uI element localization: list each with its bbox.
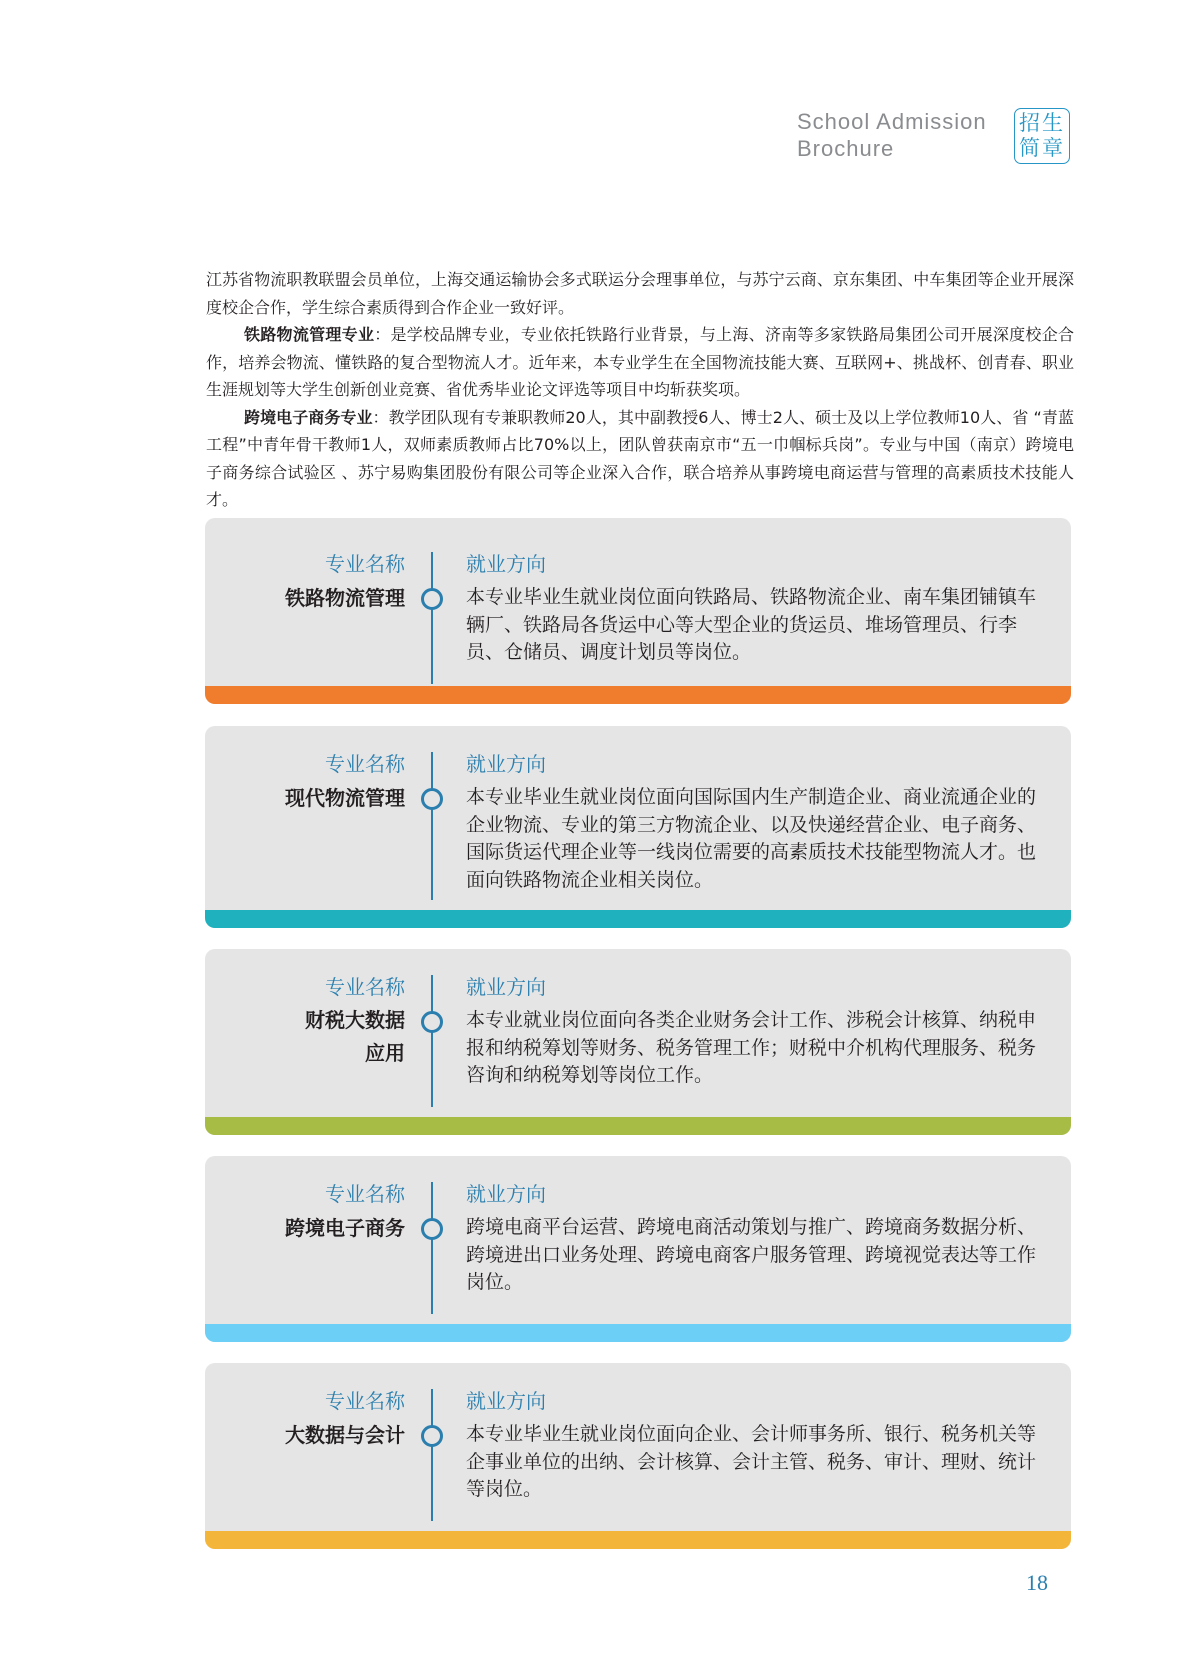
- timeline-line: [431, 552, 433, 684]
- employment-description: 本专业就业岗位面向各类企业财务会计工作、涉税会计核算、纳税申报和纳税筹划等财务、税务管理工作；财税中介机构代理服务、税务咨询和纳税筹划等岗位工作。: [466, 1009, 1037, 1086]
- timeline-dot-icon: [421, 1218, 443, 1240]
- employment-description: 跨境电商平台运营、跨境电商活动策划与推广、跨境商务数据分析、跨境进出口业务处理、跨境电商客户服务管理、跨境视觉表达等工作岗位。: [466, 1216, 1037, 1293]
- admission-seal-logo: [1014, 108, 1070, 164]
- card-color-bar: [205, 1531, 1071, 1549]
- seal-line-1: 招生: [1019, 111, 1065, 135]
- timeline-dot-icon: [421, 788, 443, 810]
- major-name-line-1: 跨境电子商务: [285, 1216, 405, 1240]
- card-color-bar: [205, 910, 1071, 928]
- major-name-line-1: 现代物流管理: [285, 786, 405, 810]
- major-card-cross-border-ecommerce: [205, 1156, 1071, 1342]
- intro-paragraph-3-title: 跨境电子商务专业: [244, 407, 373, 427]
- timeline-line: [431, 752, 433, 900]
- employment-direction-label: 就业方向: [466, 552, 546, 576]
- major-name: [285, 582, 405, 615]
- intro-text: [206, 266, 1074, 514]
- card-color-bar: [205, 686, 1071, 704]
- brand-line-1: School Admission: [797, 109, 987, 134]
- major-name: [285, 782, 405, 815]
- employment-description: 本专业毕业生就业岗位面向国际国内生产制造企业、商业流通企业的企业物流、专业的第三方物流企业、以及快递经营企业、电子商务、国际货运代理企业等一线岗位需要的高素质技术技能型物流人才。也面向铁路物流企业相关岗位。: [466, 786, 1037, 891]
- intro-paragraph-2-body: ：是学校品牌专业，专业依托铁路行业背景，与上海、济南等多家铁路局集团公司开展深度校企合作，培养会物流、懂铁路的复合型物流人才。近年来，本专业学生在全国物流技能大赛、互联网+、挑战杯、创青春、职业生涯规划等大学生创新创业竞赛、省优秀毕业论文评选等项目中均斩获奖项。: [206, 325, 1074, 399]
- card-color-bar: [205, 1117, 1071, 1135]
- major-name: [285, 1212, 405, 1245]
- timeline-line: [431, 1182, 433, 1314]
- timeline-dot-icon: [421, 588, 443, 610]
- major-card-railway-logistics: [205, 518, 1071, 704]
- intro-paragraph-2-title: 铁路物流管理专业: [244, 325, 375, 344]
- brochure-brand: [797, 108, 997, 162]
- major-name-label: 专业名称: [325, 1182, 405, 1206]
- employment-description: 本专业毕业生就业岗位面向铁路局、铁路物流企业、南车集团铺镇车辆厂、铁路局各货运中心等大型企业的货运员、堆场管理员、行李员、仓储员、调度计划员等岗位。: [466, 586, 1037, 663]
- card-color-bar: [205, 1324, 1071, 1342]
- employment-direction-label: 就业方向: [466, 1389, 546, 1413]
- major-name-line-1: 财税大数据: [305, 1008, 405, 1032]
- intro-paragraph-3: [206, 404, 1074, 514]
- intro-paragraph-3-body: ：教学团队现有专兼职教师20人，其中副教授6人、博士2人、硕士及以上学位教师10人、省 “青蓝工程”中青年骨干教师1人，双师素质教师占比70%以上，团队曾获南京市“五一巾帼标兵岗”。专业与中国（南京）跨境电子商务综合试验区 、苏宁易购集团股份有限公司等企业深入合作，联合培养从事跨境电商运营与管理的高素质技术技能人才。: [206, 407, 1074, 509]
- timeline-line: [431, 975, 433, 1107]
- major-name-line-1: 铁路物流管理: [285, 586, 405, 610]
- intro-paragraph-1: 江苏省物流职教联盟会员单位，上海交通运输协会多式联运分会理事单位，与苏宁云商、京东集团、中车集团等企业开展深度校企合作，学生综合素质得到合作企业一致好评。: [206, 270, 1074, 317]
- major-card-modern-logistics: [205, 726, 1071, 928]
- timeline-dot-icon: [421, 1011, 443, 1033]
- employment-description: 本专业毕业生就业岗位面向企业、会计师事务所、银行、税务机关等企事业单位的出纳、会计核算、会计主管、税务、审计、理财、统计等岗位。: [466, 1423, 1037, 1500]
- major-card-big-data-accounting: [205, 1363, 1071, 1549]
- timeline-line: [431, 1389, 433, 1521]
- intro-paragraph-2: [206, 321, 1074, 404]
- major-card-tax-big-data: [205, 949, 1071, 1135]
- major-name-label: 专业名称: [325, 975, 405, 999]
- major-name-label: 专业名称: [325, 752, 405, 776]
- major-name-label: 专业名称: [325, 552, 405, 576]
- major-name: [305, 1004, 405, 1070]
- major-name-label: 专业名称: [325, 1389, 405, 1413]
- timeline-dot-icon: [421, 1425, 443, 1447]
- employment-direction-label: 就业方向: [466, 1182, 546, 1206]
- major-name: [285, 1419, 405, 1452]
- seal-line-2: 简章: [1019, 136, 1065, 160]
- page-number: 18: [1026, 1570, 1048, 1595]
- employment-direction-label: 就业方向: [466, 752, 546, 776]
- major-name-line-1: 大数据与会计: [285, 1423, 405, 1447]
- major-name-line-2: 应用: [365, 1041, 405, 1065]
- employment-direction-label: 就业方向: [466, 975, 546, 999]
- brand-line-2: Brochure: [797, 136, 895, 161]
